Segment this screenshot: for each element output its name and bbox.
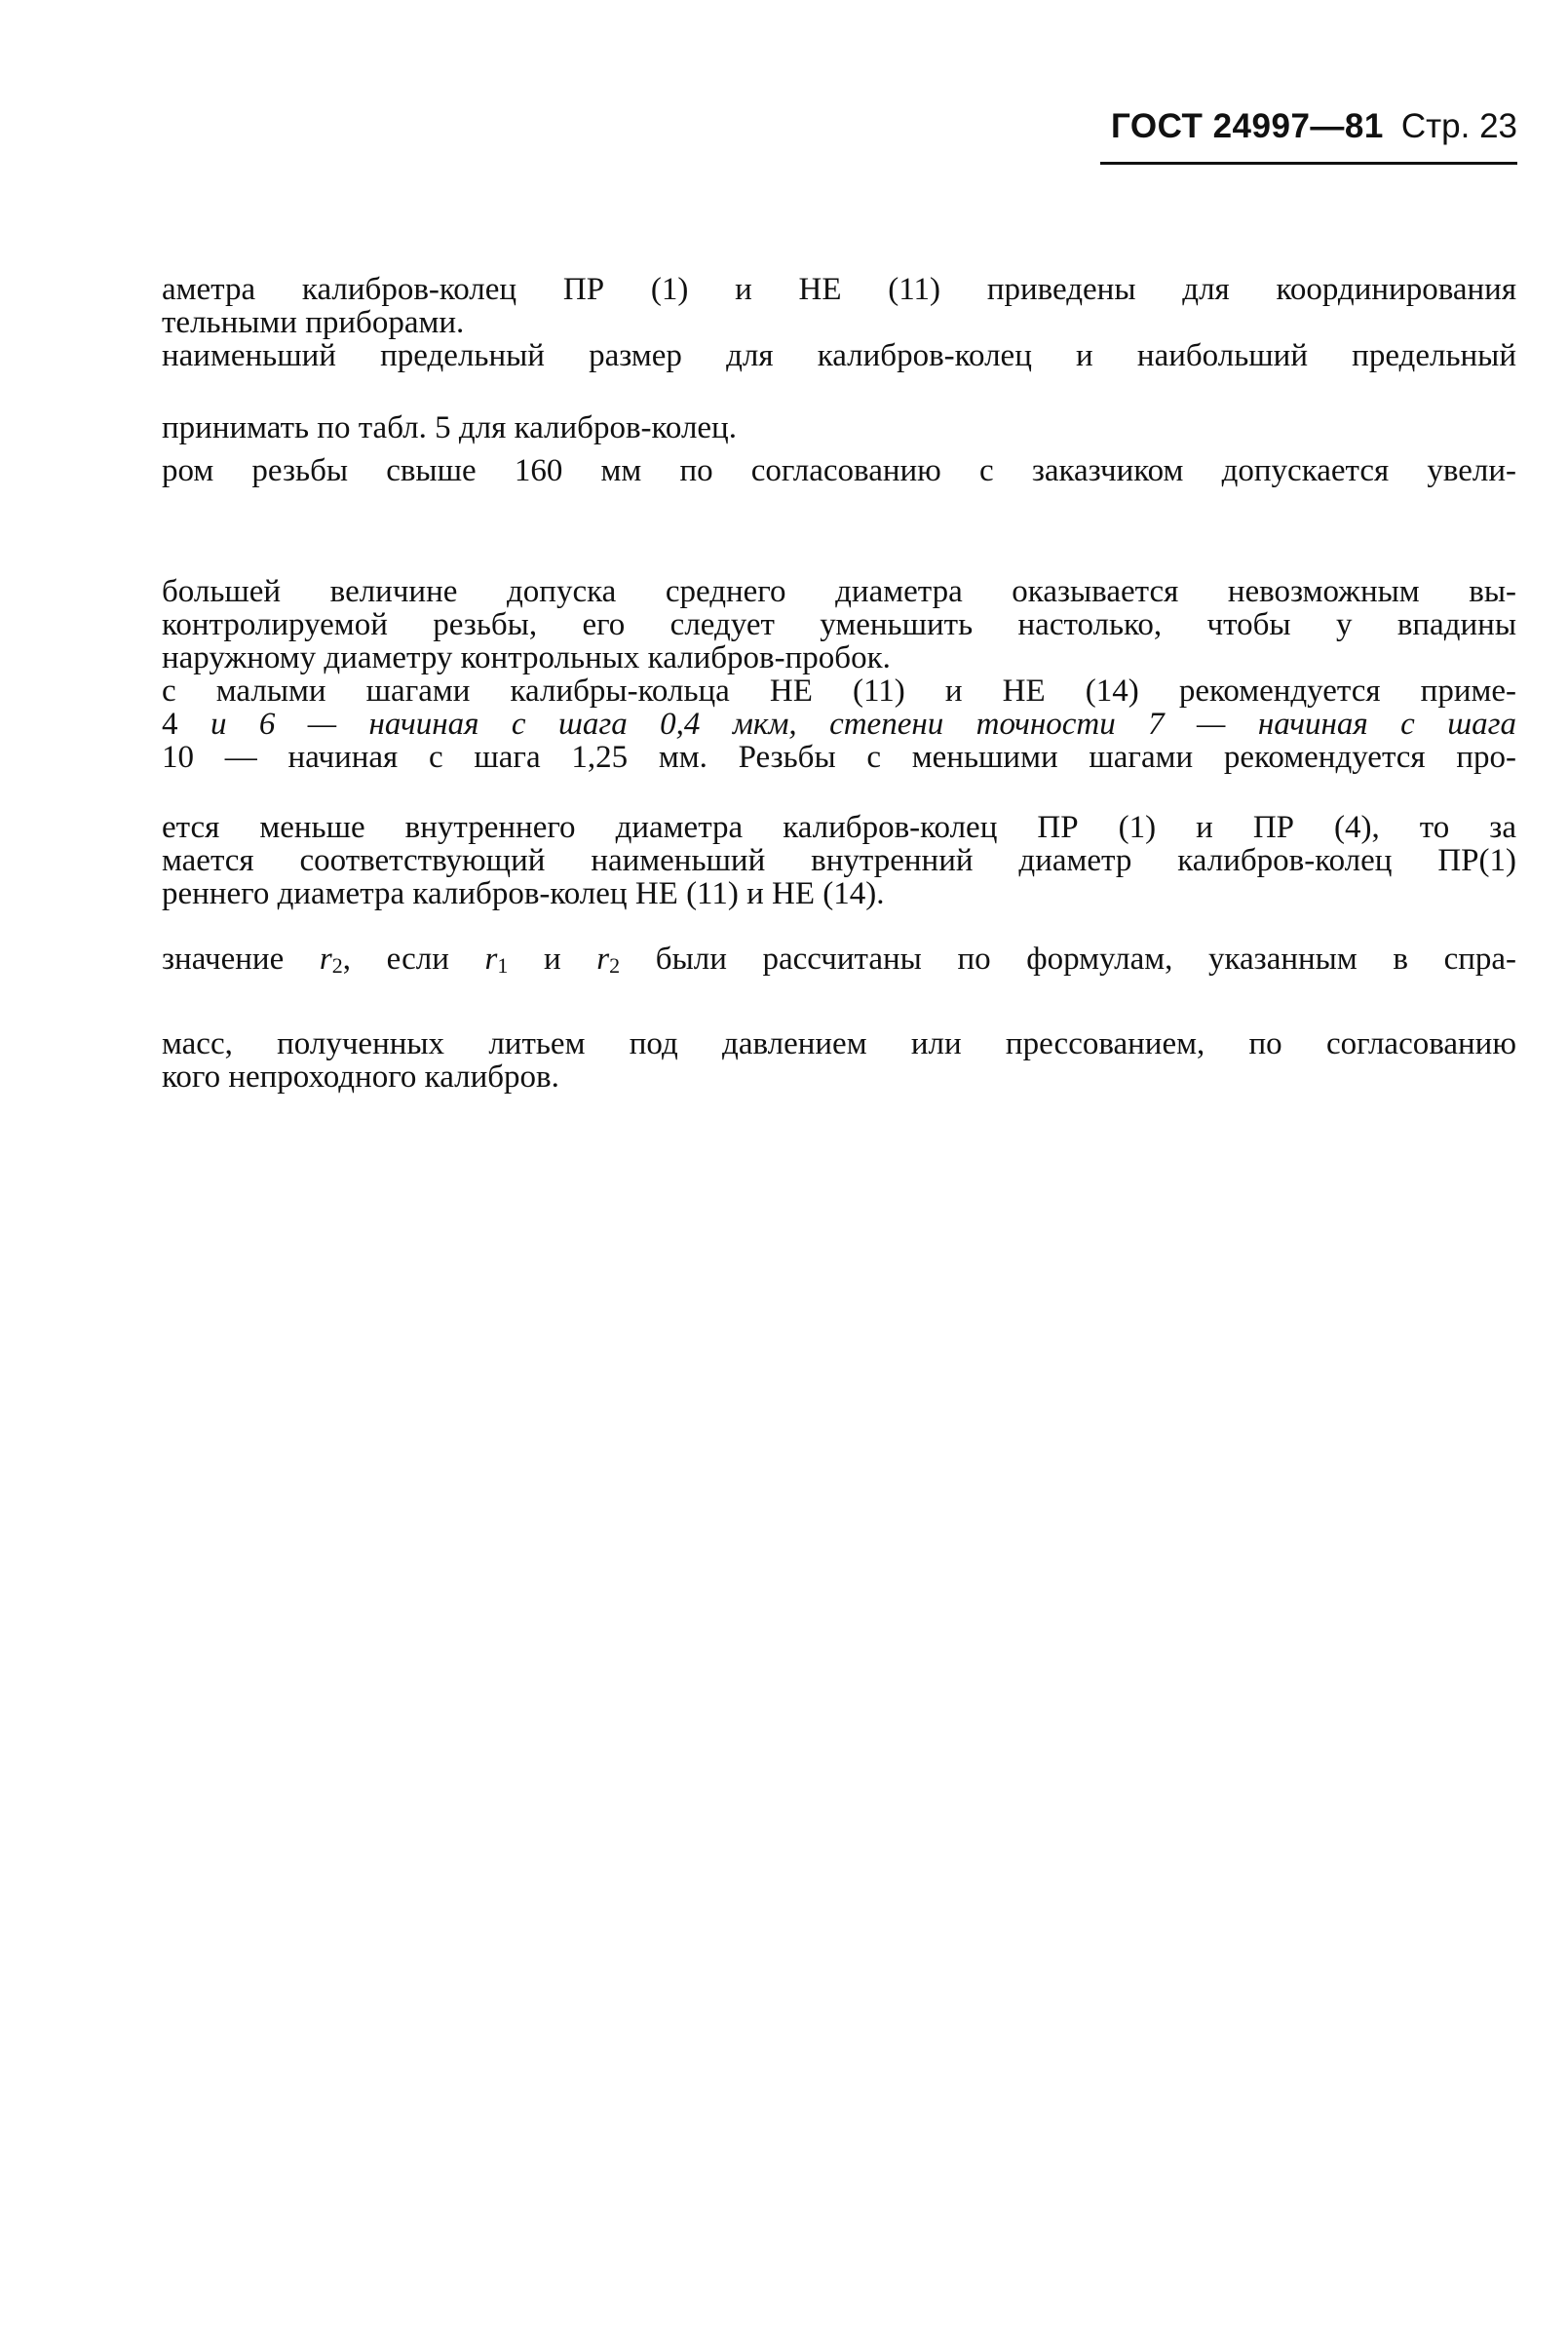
text-line: контролируемой резьбы, его следует уменьшить настолько, чтобы у впадины: [162, 607, 1516, 642]
standard-number: ГОСТ 24997—81: [1110, 107, 1384, 145]
text-line: с малыми шагами калибры-кольца НЕ (11) и НЕ (14) рекомендуется приме-: [162, 674, 1516, 709]
variable-r: r: [319, 942, 332, 977]
subscript: 2: [609, 953, 621, 978]
paragraph-2: [162, 411, 1516, 487]
text-line: аметра калибров-колец ПР (1) и НЕ (11) приведены для координирования: [162, 272, 1516, 307]
text-line: наружному диаметру контрольных калибров-пробок.: [162, 640, 891, 675]
text-line: 10 — начиная с шага 1,25 мм. Резьбы с меньшими шагами рекомендуется про-: [162, 740, 1516, 775]
text-line: [162, 943, 1516, 976]
text-line: ром резьбы свыше 160 мм по согласованию с заказчиком допускается увели-: [162, 453, 1516, 488]
text-line: тельными приборами.: [162, 305, 465, 340]
text-fragment: 4: [162, 707, 178, 742]
subscript: 2: [331, 953, 343, 978]
text-line: кого непроходного калибров.: [162, 1059, 559, 1095]
paragraph-1: [162, 273, 1516, 372]
text-line: ется меньше внутреннего диаметра калибров-колец ПР (1) и ПР (4), то за: [162, 810, 1516, 845]
paragraph-6: [162, 1027, 1516, 1094]
text-fragment: были рассчитаны по формулам, указанным в спра-: [655, 942, 1517, 977]
text-fragment: , если: [342, 942, 449, 977]
variable-r: r: [596, 942, 610, 977]
paragraph-5: [162, 943, 1516, 976]
page-number: Стр. 23: [1400, 107, 1517, 145]
variable-r: r: [484, 942, 498, 977]
text-fragment: значение: [162, 942, 285, 977]
text-line: [162, 708, 1516, 741]
text-line: мается соответствующий наименьший внутренний диаметр калибров-колец ПР(1): [162, 843, 1516, 878]
paragraph-4: [162, 811, 1516, 910]
page-header: [1089, 107, 1517, 146]
header-rule: [1100, 162, 1517, 165]
text-line: принимать по табл. 5 для калибров-колец.: [162, 410, 737, 445]
text-line: реннего диаметра калибров-колец НЕ (11) и НЕ (14).: [162, 876, 885, 911]
text-line: наименьший предельный размер для калибров-колец и наибольший предельный: [162, 338, 1516, 373]
text-fragment: и: [543, 942, 561, 977]
paragraph-3: [162, 575, 1516, 774]
text-line: масс, полученных литьем под давлением или прессованием, по согласованию: [162, 1026, 1516, 1061]
italic-fragment: и 6 — начиная с шага 0,4 мкм, степени точности 7 — начиная с шага: [210, 707, 1517, 742]
text-line: большей величине допуска среднего диаметра оказывается невозможным вы-: [162, 574, 1516, 609]
subscript: 1: [497, 953, 509, 978]
